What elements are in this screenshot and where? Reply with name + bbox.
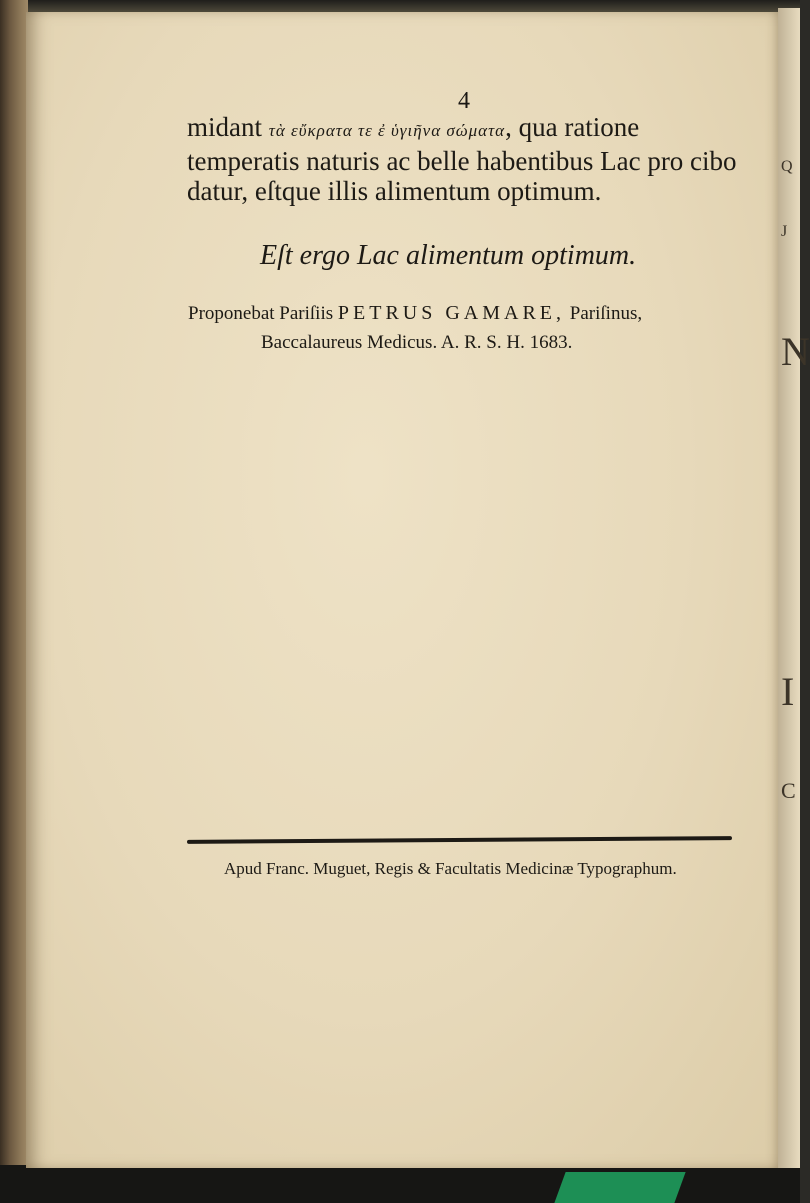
body-line: temperatis naturis ac belle habentibus Lac pro cibo [187, 146, 737, 176]
adjacent-page-edge: Q J N I C [778, 8, 800, 1168]
proponent-name: PETRUS GAMARE, [337, 302, 566, 324]
printer-imprint: Apud Franc. Muguet, Regis & Facultatis Medicinæ Typographum. [224, 859, 677, 878]
proponent-byline: Proponebat Pariſiis PETRUS GAMARE, Pariſinus, Baccalaureus Medicus. A. R. S. H. 1683. [188, 298, 642, 329]
body-paragraph [187, 112, 747, 206]
body-line: datur, eſtque illis alimentum optimum. [187, 176, 602, 206]
greek-phrase: τὰ εὔκρατα τε ἐ ὑγιῆνα σώματα [268, 121, 506, 140]
body-line: midant τὰ εὔκρατα τε ἐ ὑγιῆνα σώματα, qua ratione [187, 112, 640, 142]
green-marker [554, 1172, 685, 1203]
byline-degree-line: Baccalaureus Medicus. A. R. S. H. 1683. [261, 332, 573, 353]
book-spine-edge [0, 0, 28, 1203]
conclusion-statement: Eſt ergo Lac alimentum optimum. [260, 240, 637, 271]
page-number: 4 [458, 88, 470, 114]
show-through-text [180, 320, 720, 920]
